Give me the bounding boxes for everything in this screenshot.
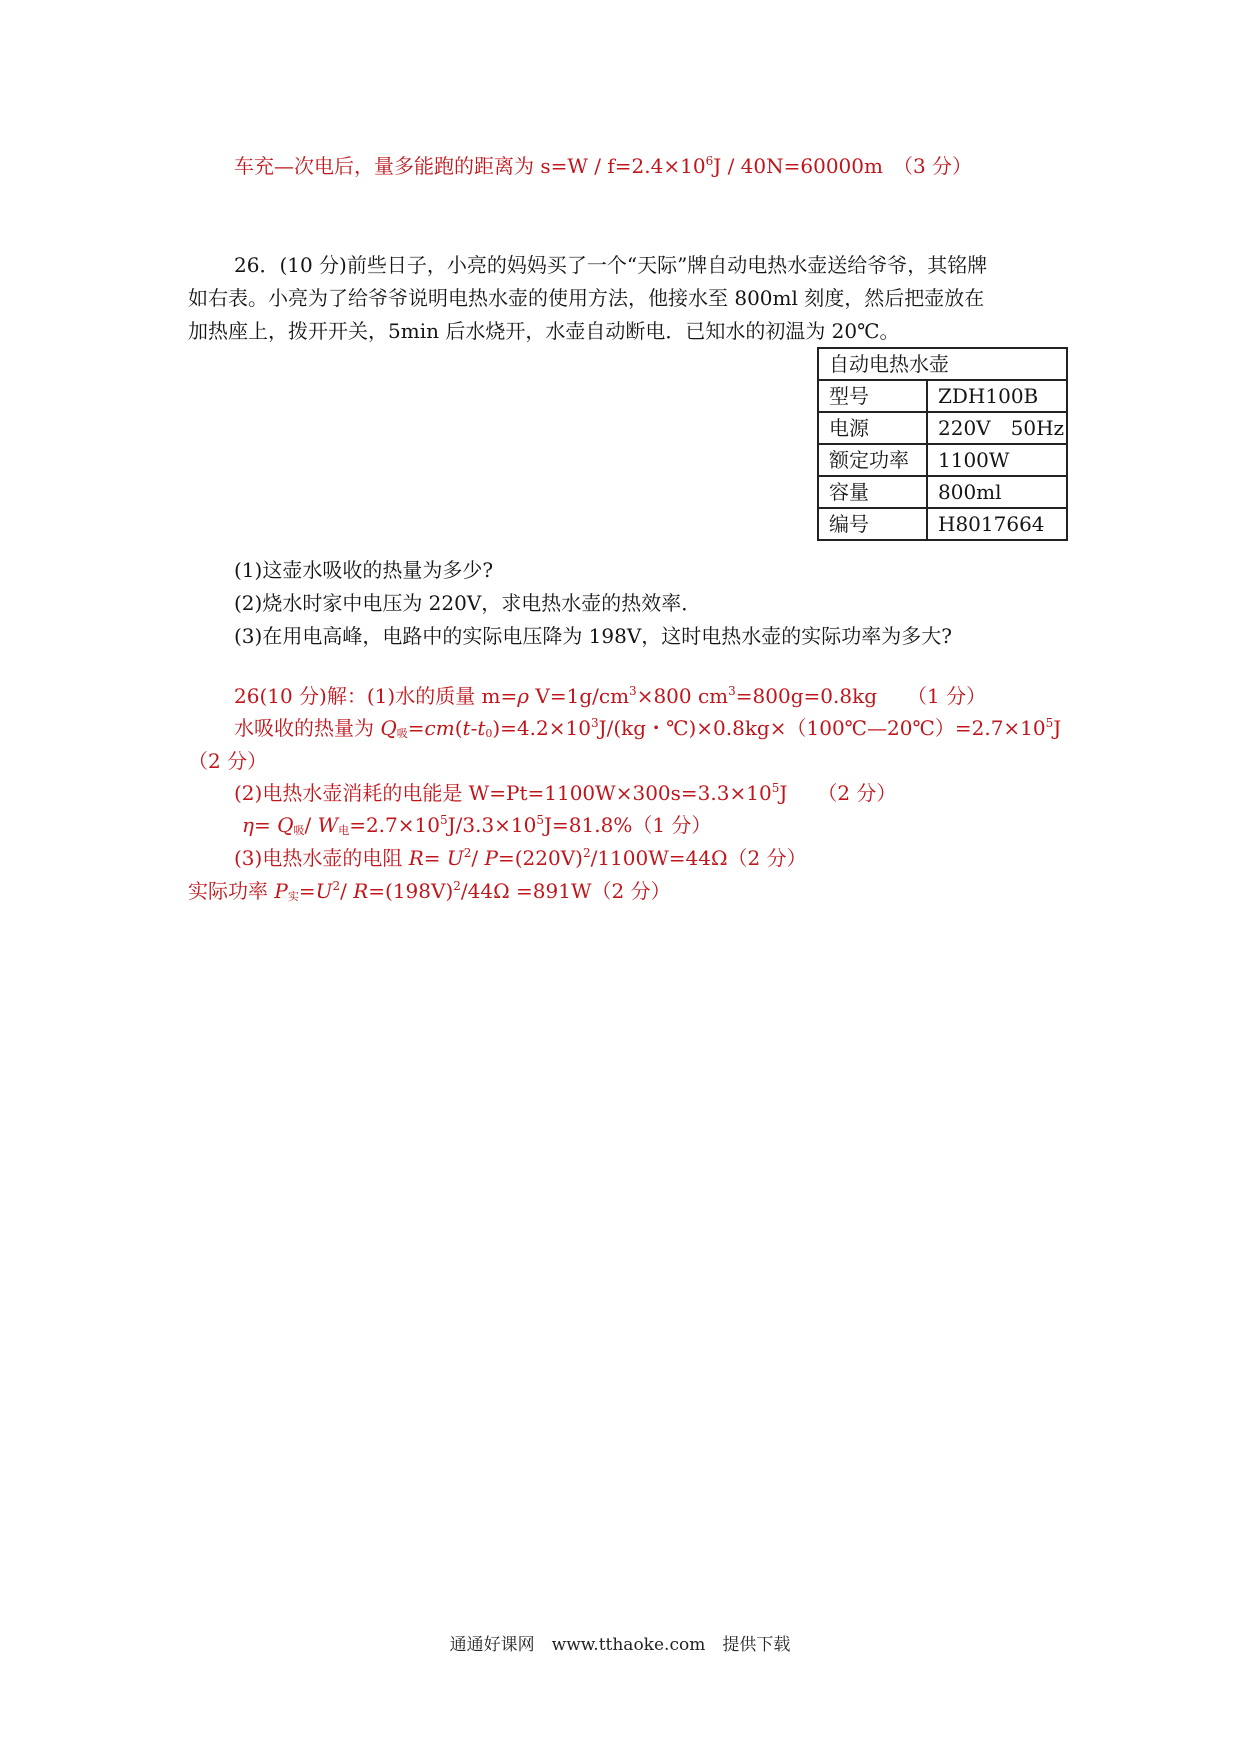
answer-line-6 (234, 844, 807, 872)
answer-symbol: W (317, 813, 339, 837)
answer-line-2 (234, 714, 1061, 748)
answer-line-4 (234, 779, 896, 807)
answer-symbol: ρ (517, 684, 530, 708)
nameplate-value: 220V 50Hz (927, 412, 1067, 444)
answer-line-7 (188, 877, 671, 911)
answer-text: J/3.3×10 (447, 813, 537, 837)
sub-question-1: (1)这壶水吸收的热量为多少? (234, 558, 494, 582)
answer-text: / (471, 846, 485, 870)
answer-text: /44Ω =891W（2 分） (460, 879, 671, 903)
answer-text: =800g=0.8kg （1 分） (735, 684, 987, 708)
answer-text: =2.7×10 (349, 813, 440, 837)
answer-symbol: U (446, 846, 464, 870)
answer-symbol: P (274, 879, 288, 903)
answer-exponent: 5 (536, 813, 545, 827)
answer-text: J (1053, 716, 1062, 740)
answer-text: = (298, 879, 316, 903)
nameplate-table (817, 347, 1068, 541)
question-line-2: 如右表。小亮为了给爷爷说明电热水壶的使用方法，他接水至 800ml 刻度，然后把壶放在 (188, 286, 985, 310)
answer-exponent: 5 (771, 781, 780, 795)
nameplate-value: 800ml (927, 476, 1067, 508)
answer-symbol: t (477, 716, 486, 740)
answer-line-1 (234, 682, 986, 710)
nameplate-key: 电源 (818, 412, 927, 444)
answer-text: (2)电热水壶消耗的电能是 W=Pt=1100W×300s=3.3×10 (234, 781, 772, 805)
answer-subscript: 实 (287, 890, 299, 903)
answer-text: J （2 分） (779, 781, 897, 805)
answer-symbol: P (484, 846, 498, 870)
answer-symbol: Q (277, 813, 294, 837)
prev-answer-text-a: 车充—次电后，量多能跑的距离为 s=W / f=2.4×10 (234, 154, 706, 178)
answer-text: ×800 cm (636, 684, 729, 708)
answer-text: / (304, 813, 318, 837)
answer-exponent: 2 (582, 846, 591, 860)
nameplate-row (818, 380, 1067, 412)
answer-exponent: 5 (439, 813, 448, 827)
answer-exponent: 3 (590, 716, 599, 730)
answer-exponent: 5 (1045, 716, 1054, 730)
previous-answer-line (234, 152, 972, 180)
answer-subscript: 吸 (293, 824, 305, 837)
nameplate-title-row (818, 348, 1067, 380)
answer-exponent: 3 (728, 684, 736, 698)
answer-line-5 (242, 811, 711, 845)
answer-symbol: R (408, 846, 424, 870)
sub-question-2: (2)烧水时家中电压为 220V，求电热水壶的热效率． (234, 591, 702, 615)
answer-subscript: 吸 (396, 727, 408, 740)
answer-text: )=4.2×10 (492, 716, 591, 740)
answer-text: (3)电热水壶的电阻 (234, 846, 409, 870)
nameplate-row (818, 412, 1067, 444)
nameplate-key: 容量 (818, 476, 927, 508)
answer-text: =(198V) (368, 879, 454, 903)
answer-text: 水吸收的热量为 (234, 716, 381, 740)
answer-text: = (407, 716, 425, 740)
answer-text: = (423, 846, 447, 870)
nameplate-key: 额定功率 (818, 444, 927, 476)
answer-symbol: t (462, 716, 471, 740)
answer-exponent: 2 (453, 879, 461, 893)
question-line-1: 26．(10 分)前些日子，小亮的妈妈买了一个“天际”牌自动电热水壶送给爷爷，其铭牌 (234, 253, 988, 277)
prev-answer-text-b: J / 40N=60000m （3 分） (713, 154, 973, 178)
answer-text: J=81.8%（1 分） (544, 813, 712, 837)
question-line-3: 加热座上，拨开开关，5min 后水烧开，水壶自动断电．已知水的初温为 20℃。 (188, 319, 900, 343)
footer-source: 通通好课网 www.tthaoke.com 提供下载 (449, 1635, 791, 1655)
nameplate-key: 型号 (818, 380, 927, 412)
nameplate-value: H8017664 (927, 508, 1067, 540)
answer-symbol: Q (380, 716, 397, 740)
answer-text: 26(10 分)解：(1)水的质量 m= (234, 684, 518, 708)
answer-text: J/(kg・℃)×0.8kg×（100℃—20℃）=2.7×10 (598, 716, 1046, 740)
answer-text: = (253, 813, 278, 837)
nameplate-row (818, 508, 1067, 540)
answer-subscript: 0 (485, 727, 493, 740)
answer-text: / (340, 879, 354, 903)
answer-text: V=1g/cm (529, 684, 630, 708)
answer-exponent: 2 (463, 846, 472, 860)
nameplate-title: 自动电热水壶 (818, 348, 1067, 380)
answer-exponent: 2 (332, 879, 341, 893)
nameplate-value: ZDH100B (927, 380, 1067, 412)
sub-question-3: (3)在用电高峰，电路中的实际电压降为 198V，这时电热水壶的实际功率为多大? (234, 624, 953, 648)
answer-text: /1100W=44Ω（2 分） (590, 846, 807, 870)
answer-symbol: R (353, 879, 369, 903)
answer-text: - (470, 716, 478, 740)
answer-text: 实际功率 (188, 879, 275, 903)
answer-line-3: （2 分） (188, 749, 268, 773)
answer-text: =(220V) (497, 846, 583, 870)
answer-symbol: U (315, 879, 333, 903)
answer-symbol: η (242, 813, 254, 837)
nameplate-row (818, 476, 1067, 508)
nameplate-row (818, 444, 1067, 476)
nameplate-key: 编号 (818, 508, 927, 540)
answer-text: ( (454, 716, 463, 740)
answer-symbol: cm (424, 716, 455, 740)
nameplate-value: 1100W (927, 444, 1067, 476)
answer-exponent: 3 (629, 684, 637, 698)
answer-subscript: 电 (338, 824, 350, 837)
prev-answer-exponent: 6 (705, 154, 714, 168)
